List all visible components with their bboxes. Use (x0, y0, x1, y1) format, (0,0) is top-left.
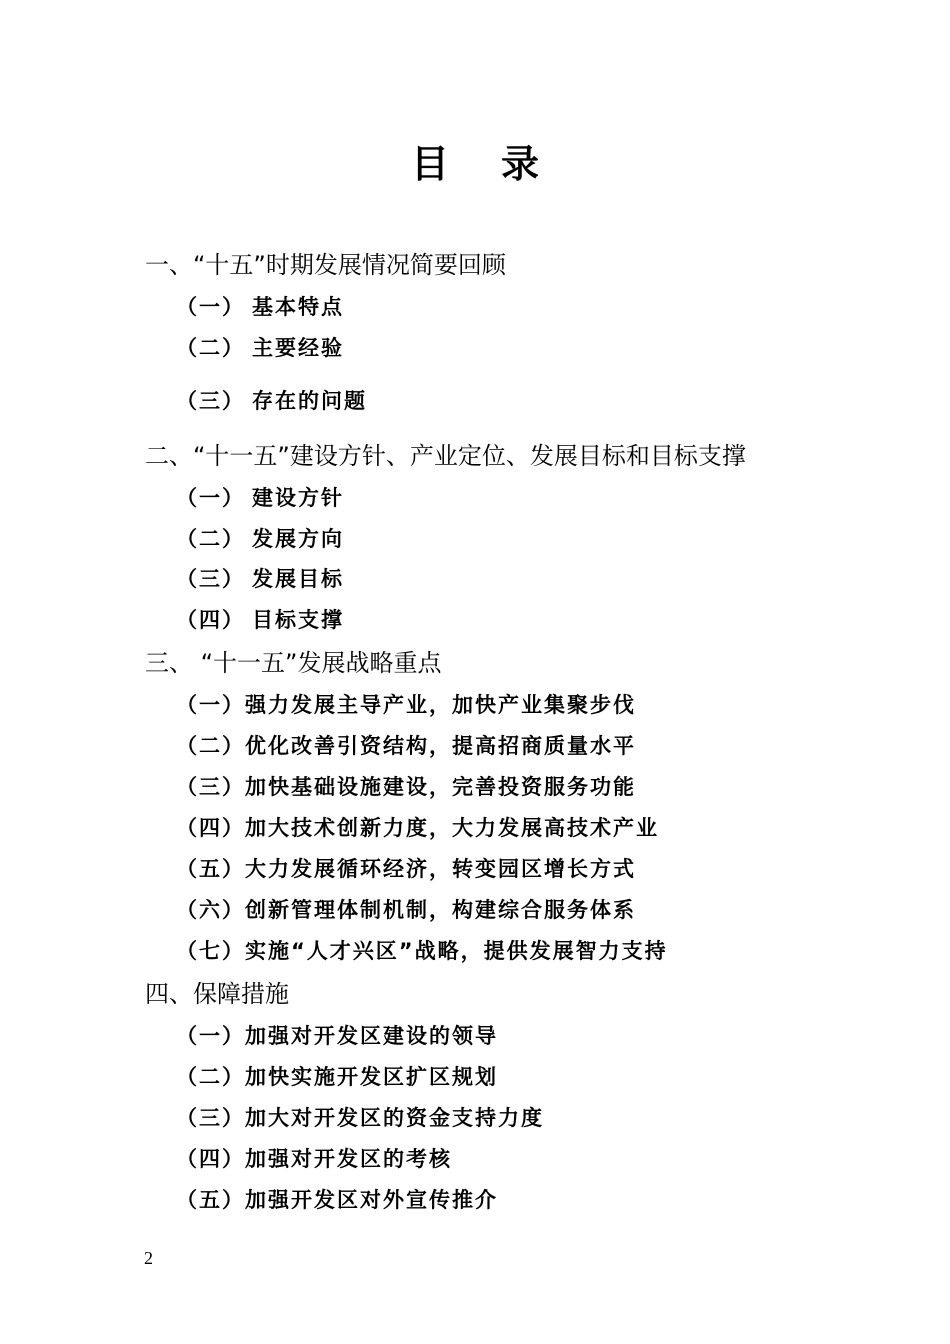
toc-item-number: （四） (176, 608, 245, 632)
toc-item-text: 建设方针 (252, 486, 344, 510)
toc-item-text: 加快实施开发区扩区规划 (245, 1065, 498, 1089)
toc-item-number: （二） (176, 336, 245, 360)
toc-item-number: （二） (176, 527, 245, 551)
toc-item-number: （三） (176, 389, 245, 413)
toc-item-3-4 (176, 811, 659, 845)
toc-section-1: 一、“十五”时期发展情况简要回顾 (145, 251, 506, 279)
toc-item-text: 强力发展主导产业，加快产业集聚步伐 (245, 693, 636, 717)
toc-item-text: 目标支撑 (252, 608, 344, 632)
toc-item-text: 加强对开发区建设的领导 (245, 1024, 498, 1048)
toc-item-2-4 (176, 603, 344, 637)
toc-item-number: （二） (176, 734, 245, 758)
toc-item-number: （六） (176, 898, 245, 922)
toc-item-3-2 (176, 729, 636, 763)
toc-item-text: 基本特点 (252, 295, 344, 319)
toc-item-text: 创新管理体制机制，构建综合服务体系 (245, 898, 636, 922)
toc-item-2-2 (176, 522, 344, 556)
toc-item-text: 发展目标 (252, 567, 344, 591)
toc-section-4: 四、保障措施 (145, 980, 289, 1008)
toc-item-3-1 (176, 688, 636, 722)
toc-item-number: （四） (176, 1147, 245, 1171)
toc-item-1-2 (176, 331, 344, 365)
toc-item-text: 实施“人才兴区”战略，提供发展智力支持 (245, 939, 668, 963)
toc-item-4-3 (176, 1101, 544, 1135)
toc-item-number: （三） (176, 567, 245, 591)
toc-item-4-4 (176, 1142, 452, 1176)
toc-item-number: （七） (176, 939, 245, 963)
toc-item-1-3 (176, 384, 367, 418)
toc-item-text: 加大技术创新力度，大力发展高技术产业 (245, 816, 659, 840)
toc-item-4-1 (176, 1019, 498, 1053)
toc-item-number: （四） (176, 816, 245, 840)
toc-item-number: （一） (176, 1024, 245, 1048)
page-title: 目录 (410, 142, 591, 186)
toc-item-number: （一） (176, 486, 245, 510)
toc-item-text: 加强开发区对外宣传推介 (245, 1188, 498, 1212)
toc-item-number: （三） (176, 775, 245, 799)
toc-item-3-5 (176, 852, 636, 886)
toc-section-2: 二、“十一五”建设方针、产业定位、发展目标和目标支撑 (145, 442, 746, 470)
toc-item-text: 主要经验 (252, 336, 344, 360)
toc-item-3-6 (176, 893, 636, 927)
toc-item-number: （五） (176, 1188, 245, 1212)
page-number: 2 (144, 1248, 153, 1268)
toc-item-3-3 (176, 770, 636, 804)
toc-section-3: 三、 “十一五”发展战略重点 (145, 649, 442, 677)
toc-item-text: 存在的问题 (252, 389, 367, 413)
toc-item-4-5 (176, 1183, 498, 1217)
toc-item-1-1 (176, 290, 344, 324)
toc-item-text: 发展方向 (252, 527, 344, 551)
toc-item-4-2 (176, 1060, 498, 1094)
toc-item-number: （一） (176, 295, 245, 319)
toc-item-text: 加大对开发区的资金支持力度 (245, 1106, 544, 1130)
toc-item-number: （二） (176, 1065, 245, 1089)
toc-item-2-1 (176, 481, 344, 515)
toc-item-text: 大力发展循环经济，转变园区增长方式 (245, 857, 636, 881)
toc-item-3-7 (176, 934, 668, 968)
toc-item-text: 优化改善引资结构，提高招商质量水平 (245, 734, 636, 758)
toc-item-number: （一） (176, 693, 245, 717)
toc-item-text: 加强对开发区的考核 (245, 1147, 452, 1171)
toc-item-number: （三） (176, 1106, 245, 1130)
toc-item-text: 加快基础设施建设，完善投资服务功能 (245, 775, 636, 799)
toc-item-number: （五） (176, 857, 245, 881)
toc-item-2-3 (176, 562, 344, 596)
